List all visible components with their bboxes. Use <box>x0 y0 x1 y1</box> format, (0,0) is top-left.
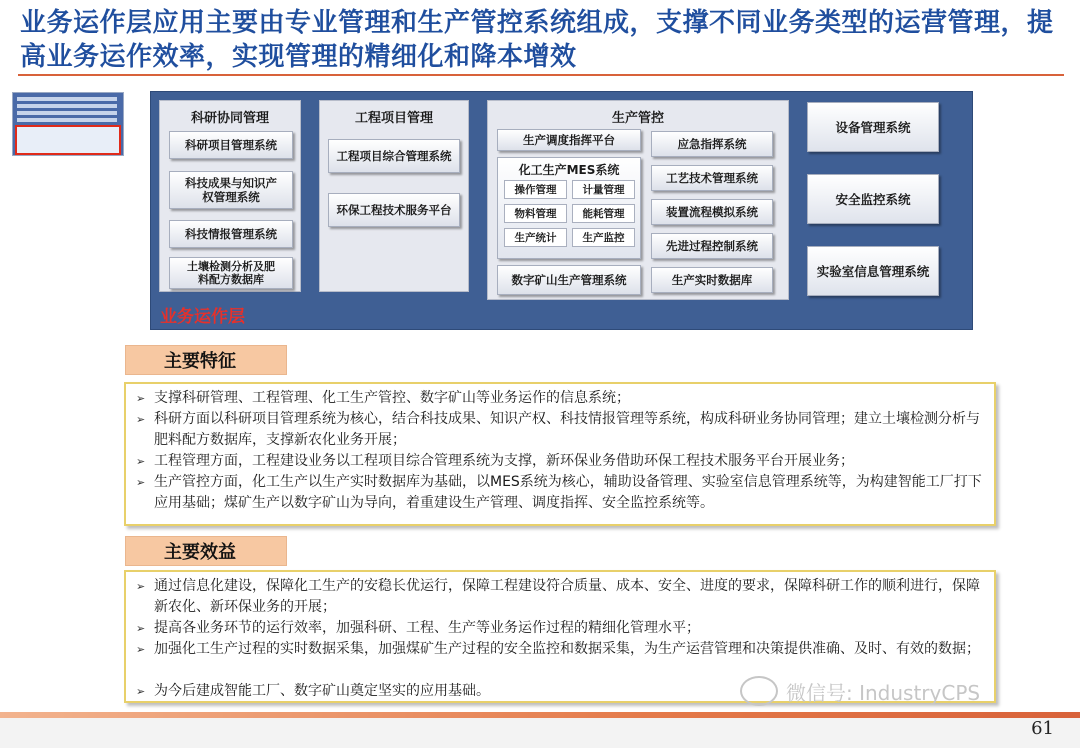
thumbnail-row <box>17 104 117 108</box>
production-item: 应急指挥系统 <box>651 131 773 157</box>
engineering-column <box>319 100 469 292</box>
features-item: 生产管控方面，化工生产以生产实时数据库为基础，以MES系统为核心，辅助设备管理、实验室信息管理系统等，为构建智能工厂打下应用基础；煤矿生产以数字矿山为导向，着重建设生产管理、调度指挥、安全监控系统等。 <box>154 474 982 511</box>
mes-system <box>497 157 641 259</box>
mes-module: 生产统计 <box>504 228 567 247</box>
architecture-thumbnail <box>12 92 124 156</box>
research-item: 土壤检测分析及肥料配方数据库 <box>169 257 293 289</box>
benefits-item: 加强化工生产过程的实时数据采集，加强煤矿生产过程的安全监控和数据采集，为生产运营管理和决策提供准确、及时、有效的数据； <box>154 641 980 657</box>
thumbnail-row <box>17 118 117 122</box>
research-item: 科技情报管理系统 <box>169 220 293 248</box>
mes-title: 化工生产MES系统 <box>518 163 620 177</box>
bullet-arrow-icon: ➢ <box>136 413 146 426</box>
features-item: 科研方面以科研项目管理系统为核心，结合科技成果、知识产权、科技情报管理等系统，构成科研业务协同管理；建立土壤检测分析与肥料配方数据库，支撑新农化业务开展； <box>154 411 980 448</box>
benefits-heading: 主要效益 <box>125 536 287 566</box>
watermark <box>740 676 980 706</box>
footer-area <box>0 718 1080 748</box>
mes-module: 操作管理 <box>504 180 567 199</box>
production-item: 工艺技术管理系统 <box>651 165 773 191</box>
thumbnail-highlight <box>15 125 121 155</box>
bullet-arrow-icon: ➢ <box>136 622 146 635</box>
mes-module: 物料管理 <box>504 204 567 223</box>
benefits-item: 提高各业务环节的运行效率，加强科研、工程、生产等业务运作过程的精细化管理水平； <box>154 620 700 636</box>
layer-label: 业务运作层 <box>160 307 245 327</box>
page-number: 61 <box>1031 718 1054 739</box>
digital-mine-system: 数字矿山生产管理系统 <box>497 265 641 295</box>
features-item: 支撑科研管理、工程管理、化工生产管控、数字矿山等业务运作的信息系统； <box>154 390 630 406</box>
benefits-item: 为今后建成智能工厂、数字矿山奠定坚实的应用基础。 <box>154 683 490 699</box>
research-item: 科技成果与知识产权管理系统 <box>169 171 293 209</box>
bullet-arrow-icon: ➢ <box>136 643 146 656</box>
thumbnail-row <box>17 111 117 115</box>
features-list <box>124 382 996 526</box>
dispatch-platform: 生产调度指挥平台 <box>497 129 641 151</box>
title-divider <box>18 74 1064 76</box>
engineering-item: 环保工程技术服务平台 <box>328 193 460 227</box>
bullet-arrow-icon: ➢ <box>136 455 146 468</box>
benefits-item: 通过信息化建设，保障化工生产的安稳长优运行，保障工程建设符合质量、成本、安全、进度的要求，保障科研工作的顺利进行，保障新农化、新环保业务的开展； <box>154 578 980 615</box>
research-title: 科研协同管理 <box>190 111 269 126</box>
engineering-title: 工程项目管理 <box>354 111 433 126</box>
features-heading: 主要特征 <box>125 345 287 375</box>
mes-module: 能耗管理 <box>572 204 635 223</box>
watermark-text: 微信号: IndustryCPS <box>786 680 981 705</box>
production-item: 装置流程模拟系统 <box>651 199 773 225</box>
mes-module: 生产监控 <box>572 228 635 247</box>
bullet-arrow-icon: ➢ <box>136 685 146 698</box>
engineering-item: 工程项目综合管理系统 <box>328 139 460 173</box>
bullet-arrow-icon: ➢ <box>136 476 146 489</box>
lab-information-system: 实验室信息管理系统 <box>807 246 939 296</box>
equipment-management-system: 设备管理系统 <box>807 102 939 152</box>
bullet-arrow-icon: ➢ <box>136 580 146 593</box>
mes-module: 计量管理 <box>572 180 635 199</box>
production-title: 生产管控 <box>611 111 664 126</box>
production-item: 先进过程控制系统 <box>651 233 773 259</box>
production-item: 生产实时数据库 <box>651 267 773 293</box>
production-column <box>487 100 789 300</box>
business-layer-diagram <box>150 91 973 330</box>
research-column <box>159 100 301 292</box>
slide-title: 业务运作层应用主要由专业管理和生产管控系统组成，支撑不同业务类型的运营管理，提高业务运作效率，实现管理的精细化和降本增效 <box>20 8 1054 72</box>
safety-monitoring-system: 安全监控系统 <box>807 174 939 224</box>
features-item: 工程管理方面，工程建设业务以工程项目综合管理系统为支撑，新环保业务借助环保工程技术服务平台开展业务； <box>154 453 854 469</box>
research-item: 科研项目管理系统 <box>169 131 293 159</box>
wechat-icon <box>740 676 778 706</box>
bullet-arrow-icon: ➢ <box>136 392 146 405</box>
thumbnail-row <box>17 97 117 101</box>
